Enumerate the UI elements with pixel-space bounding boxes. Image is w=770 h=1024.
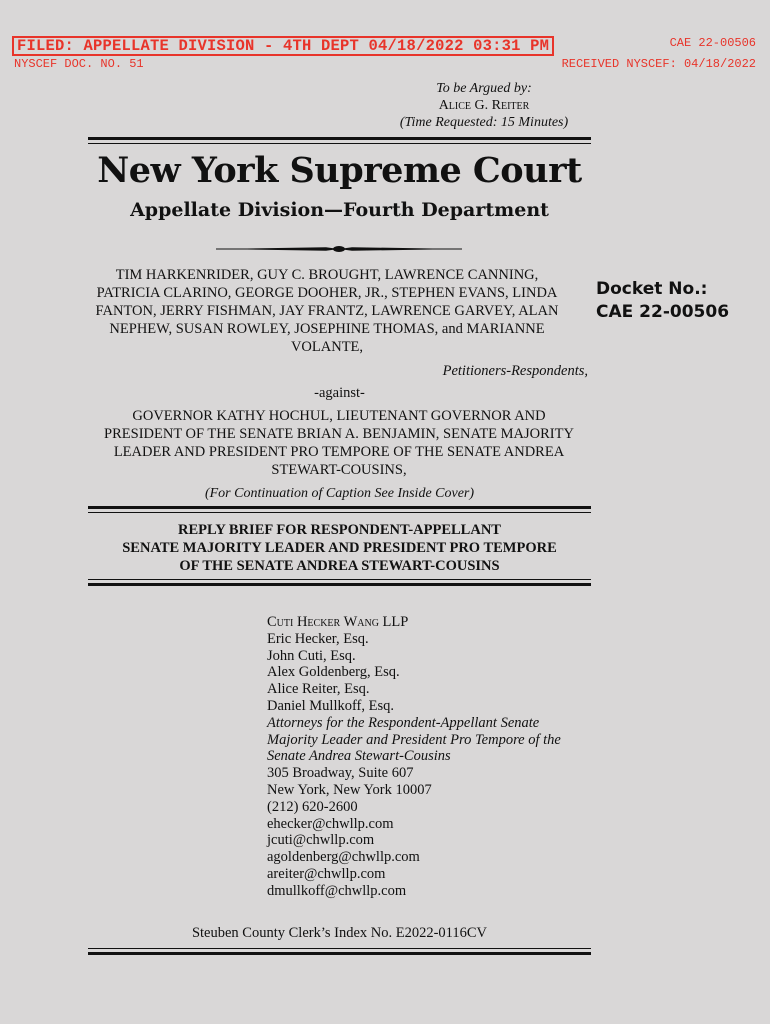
case-number-header: CAE 22-00506: [669, 36, 756, 50]
bottom-rule-thick: [88, 952, 591, 955]
attorney-name: Alice Reiter, Esq.: [267, 681, 370, 698]
arguing-attorney: Alice G. Reiter: [438, 98, 530, 113]
time-requested: (Time Requested: 15 Minutes): [399, 115, 569, 130]
argued-by-block: [380, 80, 588, 131]
ornament-divider: [216, 243, 462, 255]
brief-title-rule-bottom-thin: [88, 579, 591, 580]
top-rule-thin: [88, 143, 591, 144]
filed-stamp: FILED: APPELLATE DIVISION - 4TH DEPT 04/18/2022 03:31 PM: [12, 36, 554, 56]
brief-title: [88, 521, 591, 575]
brief-title-rule-top-thin: [88, 512, 591, 513]
docket-number: CAE 22-00506: [596, 302, 730, 322]
phone-number: (212) 620-2600: [267, 798, 358, 815]
docket-label: Docket No.:: [596, 279, 708, 299]
email-address: dmullkoff@chwllp.com: [267, 882, 407, 899]
bottom-rule-thin: [88, 948, 591, 949]
brief-title-rule-bottom-thick: [88, 583, 591, 586]
attorney-name: Eric Hecker, Esq.: [267, 630, 369, 647]
caption-continuation-note: (For Continuation of Caption See Inside Cover): [204, 486, 475, 501]
email-address: areiter@chwllp.com: [267, 865, 386, 882]
address-line: 305 Broadway, Suite 607: [267, 765, 414, 782]
attorney-role-line: Attorneys for the Respondent-Appellant Senate: [267, 714, 540, 731]
petitioners-names: TIM HARKENRIDER, GUY C. BROUGHT, LAWRENCE CANNING, PATRICIA CLARINO, GEORGE DOOHER, JR., STEPHEN EVANS, LINDA FANTON, JERRY FISHMAN, JAY FRANTZ, LAWRENCE GARVEY, ALAN NEPHEW, SUSAN ROWLEY, JOSEPHINE THOMAS, and MARIANNE VOLANTE,: [95, 267, 559, 355]
attorney-name: John Cuti, Esq.: [267, 647, 356, 664]
attorney-name: Daniel Mullkoff, Esq.: [267, 697, 394, 714]
court-title: New York Supreme Court: [97, 150, 582, 191]
attorney-role-line: Majority Leader and President Pro Tempore of the: [267, 731, 561, 748]
address-line: New York, New York 10007: [267, 781, 432, 798]
respondents-names: GOVERNOR KATHY HOCHUL, LIEUTENANT GOVERNOR AND PRESIDENT OF THE SENATE BRIAN A. BENJAMIN, SENATE MAJORITY LEADER AND PRESIDENT PRO TEMPORE OF THE SENATE ANDREA STEWART-COUSINS,: [104, 408, 574, 478]
email-address: ehecker@chwllp.com: [267, 815, 394, 832]
petitioners-role: Petitioners-Respondents,: [442, 363, 588, 379]
brief-title-rule-top-thick: [88, 506, 591, 509]
email-address: jcuti@chwllp.com: [267, 832, 375, 849]
brief-title-line: REPLY BRIEF FOR RESPONDENT-APPELLANT: [178, 522, 501, 538]
email-address: agoldenberg@chwllp.com: [267, 849, 420, 866]
law-firm-name: Cuti Hecker Wang LLP: [267, 614, 409, 630]
county-index-number: Steuben County Clerk’s Index No. E2022-0116CV: [191, 925, 488, 941]
attorney-name: Alex Goldenberg, Esq.: [267, 664, 400, 681]
attorney-role-line: Senate Andrea Stewart-Cousins: [267, 748, 451, 765]
counsel-block: [267, 614, 597, 900]
brief-title-line: SENATE MAJORITY LEADER AND PRESIDENT PRO TEMPORE: [122, 540, 557, 556]
brief-title-line: OF THE SENATE ANDREA STEWART-COUSINS: [179, 558, 500, 574]
received-date: RECEIVED NYSCEF: 04/18/2022: [561, 57, 756, 71]
court-subtitle: Appellate Division—Fourth Department: [130, 199, 549, 221]
docket-number-block: [596, 278, 729, 324]
nyscef-doc-number: NYSCEF DOC. NO. 51: [14, 57, 144, 71]
top-rule-thick: [88, 137, 591, 140]
against-label: -against-: [314, 385, 365, 401]
argued-by-label: To be Argued by:: [436, 81, 532, 96]
